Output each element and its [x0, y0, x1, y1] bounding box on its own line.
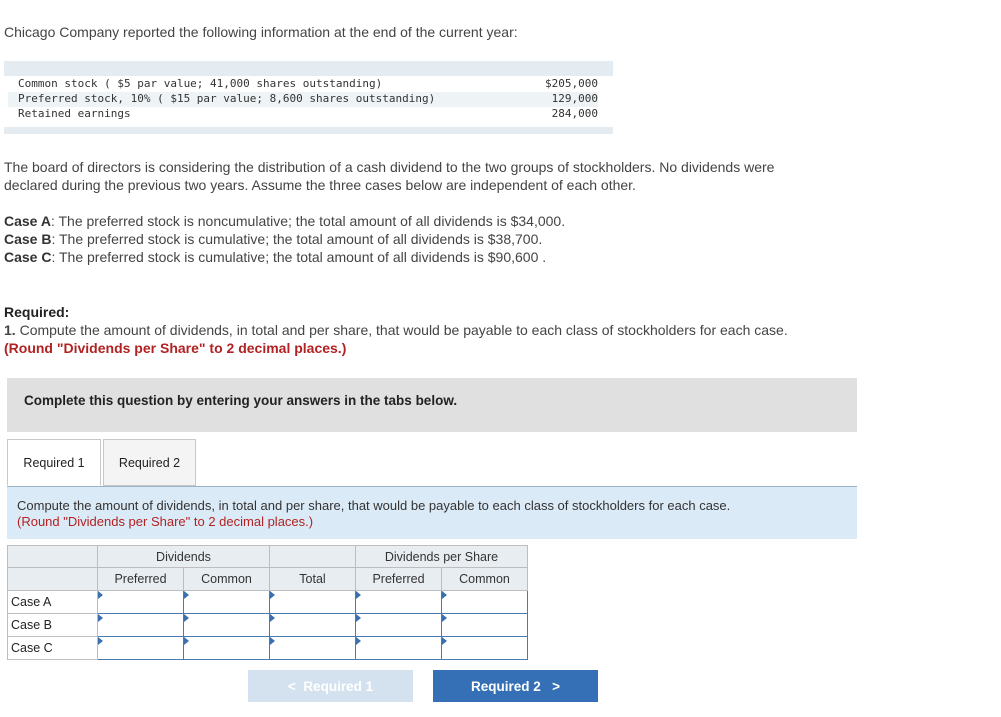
case-c-dividends-common-cell[interactable] — [184, 637, 270, 660]
case-text: : The preferred stock is cumulative; the total amount of all dividends is $38,700. — [51, 231, 543, 247]
case-a-per-share-common-cell[interactable] — [442, 591, 528, 614]
case-a-line — [4, 212, 565, 230]
case-c-per-share-common-input[interactable] — [442, 640, 527, 656]
banner-text: Complete this question by entering your answers in the tabs below. — [24, 393, 458, 408]
tab-required-1[interactable]: Required 1 — [7, 439, 101, 486]
case-b-dividends-preferred-input[interactable] — [98, 617, 183, 633]
case-text: : The preferred stock is noncumulative; the total amount of all dividends is $34,000. — [50, 213, 566, 229]
chevron-left-icon: < — [287, 678, 296, 694]
stock-table-top-band — [4, 61, 613, 76]
stock-label: Retained earnings — [18, 107, 131, 120]
required-item-text: Compute the amount of dividends, in total and per share, that would be payable to each class of stockholders for each case. — [15, 322, 788, 338]
case-b-dividends-common-input[interactable] — [184, 617, 269, 633]
stock-amount: 284,000 — [551, 107, 598, 120]
intro-text: Chicago Company reported the following information at the end of the current year: — [4, 24, 518, 40]
required-title: Required: — [4, 304, 70, 320]
case-b-line — [4, 230, 565, 248]
case-c-per-share-preferred-input[interactable] — [356, 640, 441, 656]
required-section — [4, 303, 788, 357]
case-c-per-share-common-cell[interactable] — [442, 637, 528, 660]
case-c-dividends-preferred-cell[interactable] — [98, 637, 184, 660]
stock-amount: $205,000 — [545, 77, 598, 90]
header-blank — [8, 568, 98, 591]
case-c-dividends-common-input[interactable] — [184, 640, 269, 656]
case-c-dividends-total-cell[interactable] — [270, 637, 356, 660]
stock-label: Preferred stock, 10% ( $15 par value; 8,600 shares outstanding) — [18, 92, 436, 105]
board-line-2: declared during the previous two years. Assume the three cases below are independent of each other. — [4, 177, 636, 193]
stock-amount: 129,000 — [551, 92, 598, 105]
case-a-per-share-preferred-input[interactable] — [356, 594, 441, 610]
case-label: Case B — [4, 231, 52, 247]
required-item-number: 1. — [4, 322, 16, 338]
case-c-line — [4, 248, 565, 266]
row-label-case-c: Case C — [8, 637, 98, 660]
case-b-dividends-total-input[interactable] — [270, 617, 355, 633]
tab-required-2[interactable]: Required 2 — [103, 439, 196, 486]
case-a-per-share-common-input[interactable] — [442, 594, 527, 610]
header-blank-total — [270, 546, 356, 568]
header-dividends-per-share: Dividends per Share — [356, 546, 528, 568]
case-b-per-share-common-input[interactable] — [442, 617, 527, 633]
instruction-line-1: Compute the amount of dividends, in total and per share, that would be payable to each class of stockholders for each case. — [17, 498, 731, 513]
stock-table-bottom-band — [4, 127, 613, 134]
case-a-per-share-preferred-cell[interactable] — [356, 591, 442, 614]
instruction-round-note: (Round "Dividends per Share" to 2 decimal places.) — [17, 514, 314, 529]
next-required-2-button[interactable] — [433, 670, 598, 702]
stock-row-retained — [18, 107, 598, 122]
header-blank — [8, 546, 98, 568]
prev-button-label: Required 1 — [303, 678, 374, 694]
case-a-dividends-preferred-cell[interactable] — [98, 591, 184, 614]
case-label: Case C — [4, 249, 52, 265]
case-b-per-share-preferred-input[interactable] — [356, 617, 441, 633]
stock-label: Common stock ( $5 par value; 41,000 shares outstanding) — [18, 77, 383, 90]
cases-list — [4, 212, 565, 266]
case-b-dividends-preferred-cell[interactable] — [98, 614, 184, 637]
dividends-table — [7, 545, 528, 660]
case-c-per-share-preferred-cell[interactable] — [356, 637, 442, 660]
table-row — [8, 591, 528, 614]
row-label-case-b: Case B — [8, 614, 98, 637]
board-line-1: The board of directors is considering the distribution of a cash dividend to the two groups of stockholders. No dividends were — [4, 159, 775, 175]
col-header-total: Total — [270, 568, 356, 591]
instructions-banner — [7, 378, 857, 432]
case-a-dividends-total-cell[interactable] — [270, 591, 356, 614]
stock-row-common — [18, 77, 598, 92]
col-header-ps-common: Common — [442, 568, 528, 591]
case-c-dividends-total-input[interactable] — [270, 640, 355, 656]
case-a-dividends-total-input[interactable] — [270, 594, 355, 610]
required-item — [4, 321, 788, 339]
case-label: Case A — [4, 213, 51, 229]
chevron-right-icon: > — [552, 678, 560, 694]
case-text: : The preferred stock is cumulative; the total amount of all dividends is $90,600 . — [51, 249, 547, 265]
header-dividends: Dividends — [98, 546, 270, 568]
case-b-dividends-total-cell[interactable] — [270, 614, 356, 637]
col-header-preferred: Preferred — [98, 568, 184, 591]
case-a-dividends-common-cell[interactable] — [184, 591, 270, 614]
case-b-per-share-preferred-cell[interactable] — [356, 614, 442, 637]
stock-row-preferred — [8, 92, 598, 107]
table-row — [8, 614, 528, 637]
next-button-label: Required 2 — [471, 678, 541, 694]
table-row — [8, 637, 528, 660]
tab-instruction-panel — [7, 487, 857, 539]
col-header-common: Common — [184, 568, 270, 591]
stock-info-table — [4, 61, 613, 134]
case-b-dividends-common-cell[interactable] — [184, 614, 270, 637]
case-a-dividends-preferred-input[interactable] — [98, 594, 183, 610]
prev-required-1-button[interactable] — [248, 670, 413, 702]
case-a-dividends-common-input[interactable] — [184, 594, 269, 610]
case-b-per-share-common-cell[interactable] — [442, 614, 528, 637]
row-label-case-a: Case A — [8, 591, 98, 614]
case-c-dividends-preferred-input[interactable] — [98, 640, 183, 656]
required-round-note: (Round "Dividends per Share" to 2 decimal places.) — [4, 340, 347, 356]
col-header-ps-preferred: Preferred — [356, 568, 442, 591]
board-paragraph — [4, 158, 774, 194]
